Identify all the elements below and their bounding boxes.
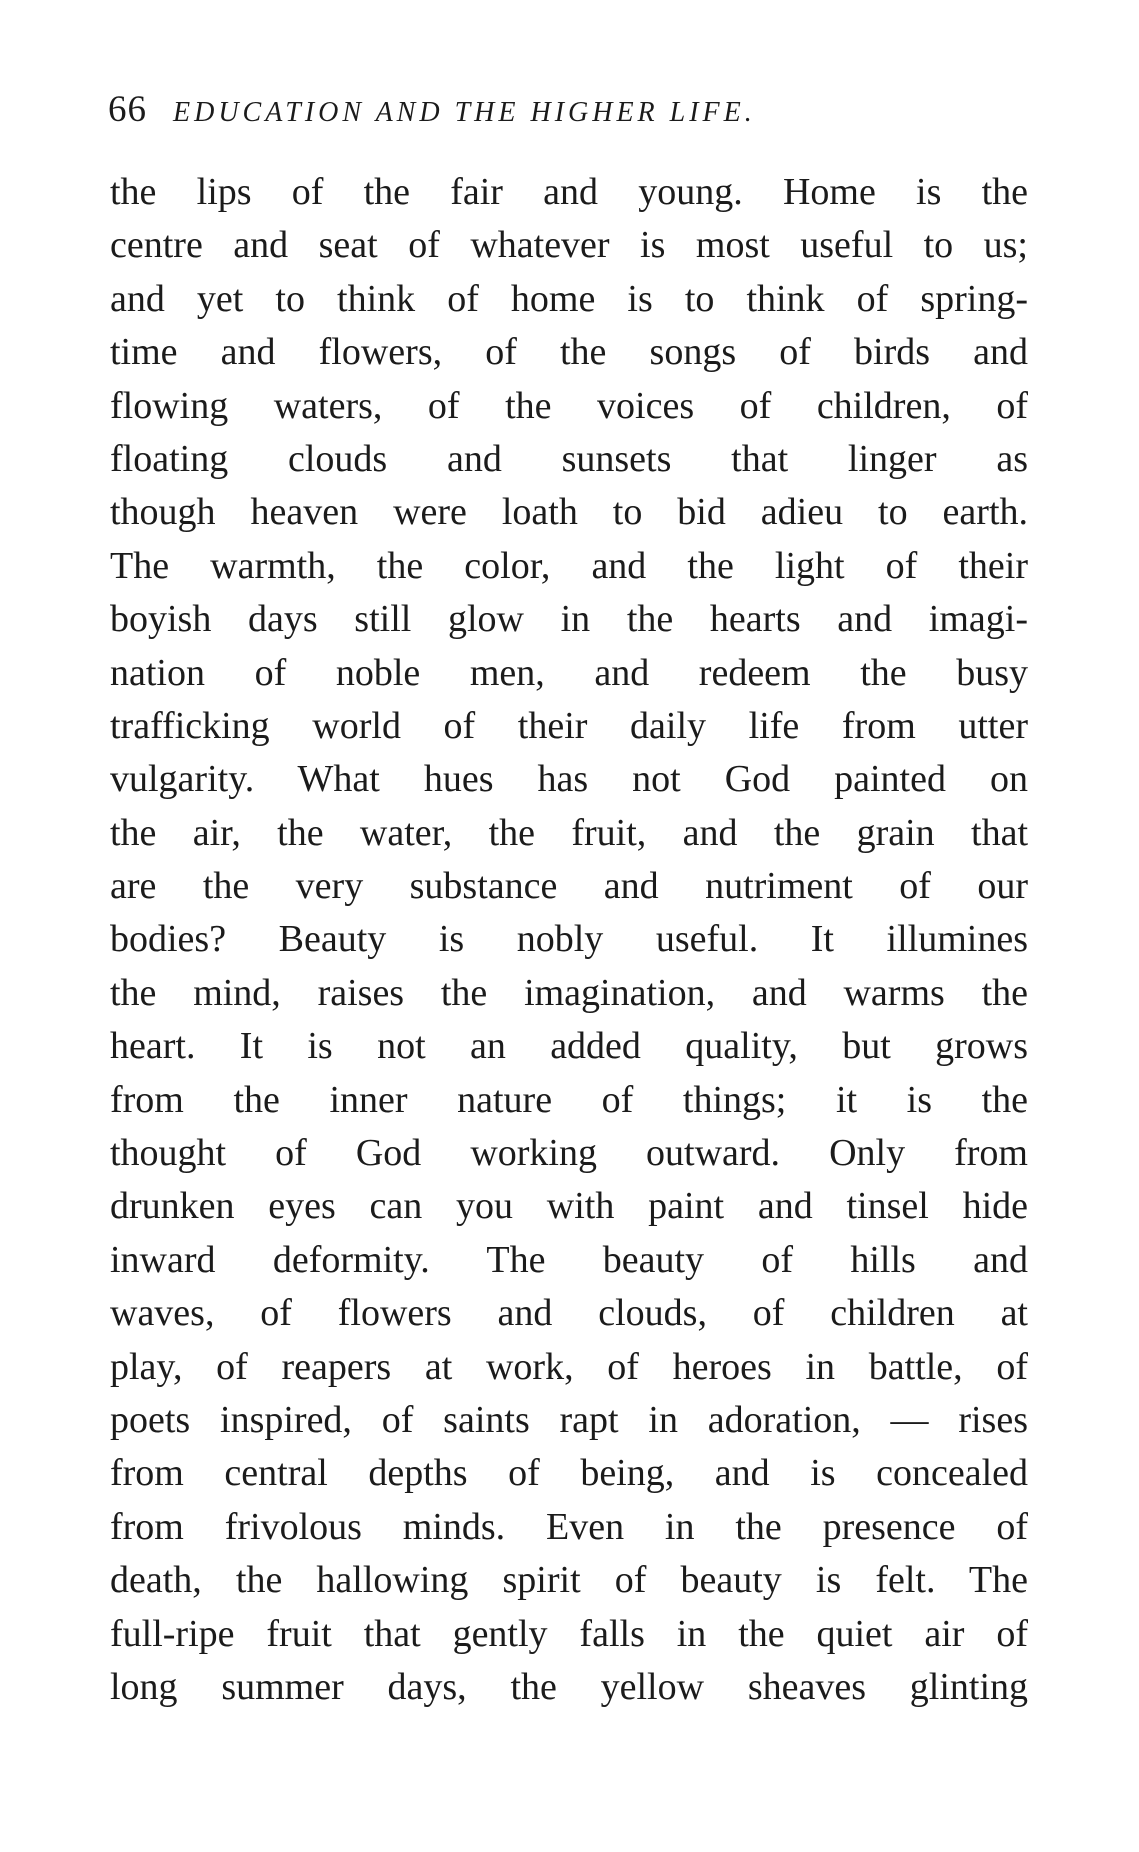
text-line: are the very substance and nutriment of our bbox=[110, 865, 1028, 908]
running-title: EDUCATION AND THE HIGHER LIFE. bbox=[173, 97, 756, 128]
text-line: long summer days, the yellow sheaves glinting bbox=[110, 1665, 1028, 1708]
text-line: poets inspired, of saints rapt in adoration, — rises bbox=[110, 1398, 1028, 1441]
text-line: from the inner nature of things; it is the bbox=[110, 1078, 1028, 1121]
text-line: centre and seat of whatever is most useful to us; bbox=[110, 224, 1028, 267]
text-line: flowing waters, of the voices of children, of bbox=[110, 384, 1028, 427]
running-head bbox=[108, 88, 968, 138]
text-line: nation of noble men, and redeem the busy bbox=[110, 651, 1028, 694]
text-line: The warmth, the color, and the light of their bbox=[110, 544, 1028, 587]
text-line: floating clouds and sunsets that linger as bbox=[110, 437, 1028, 480]
text-line: from frivolous minds. Even in the presence of bbox=[110, 1505, 1028, 1548]
text-line: trafficking world of their daily life from utter bbox=[110, 704, 1028, 747]
text-line: vulgarity. What hues has not God painted on bbox=[110, 758, 1028, 801]
text-line: the mind, raises the imagination, and warms the bbox=[110, 971, 1028, 1014]
text-line: heart. It is not an added quality, but grows bbox=[110, 1025, 1028, 1068]
text-line: drunken eyes can you with paint and tinsel hide bbox=[110, 1185, 1028, 1228]
body-text bbox=[110, 166, 1028, 1714]
text-line: and yet to think of home is to think of spring- bbox=[110, 277, 1028, 320]
text-line: from central depths of being, and is concealed bbox=[110, 1452, 1028, 1495]
page-number: 66 bbox=[108, 89, 147, 130]
text-line: waves, of flowers and clouds, of children at bbox=[110, 1292, 1028, 1335]
text-line: boyish days still glow in the hearts and imagi- bbox=[110, 598, 1028, 641]
text-line: the air, the water, the fruit, and the grain that bbox=[110, 811, 1028, 854]
text-line: thought of God working outward. Only from bbox=[110, 1132, 1028, 1175]
text-line: though heaven were loath to bid adieu to earth. bbox=[110, 491, 1028, 534]
text-line: the lips of the fair and young. Home is the bbox=[110, 171, 1028, 213]
text-line: play, of reapers at work, of heroes in battle, of bbox=[110, 1345, 1028, 1388]
text-line: full-ripe fruit that gently falls in the quiet air of bbox=[110, 1612, 1028, 1655]
text-line: time and flowers, of the songs of birds and bbox=[110, 331, 1028, 374]
text-line: bodies? Beauty is nobly useful. It illumines bbox=[110, 918, 1028, 961]
text-line: death, the hallowing spirit of beauty is felt. The bbox=[110, 1559, 1028, 1602]
text-line: inward deformity. The beauty of hills and bbox=[110, 1238, 1028, 1281]
